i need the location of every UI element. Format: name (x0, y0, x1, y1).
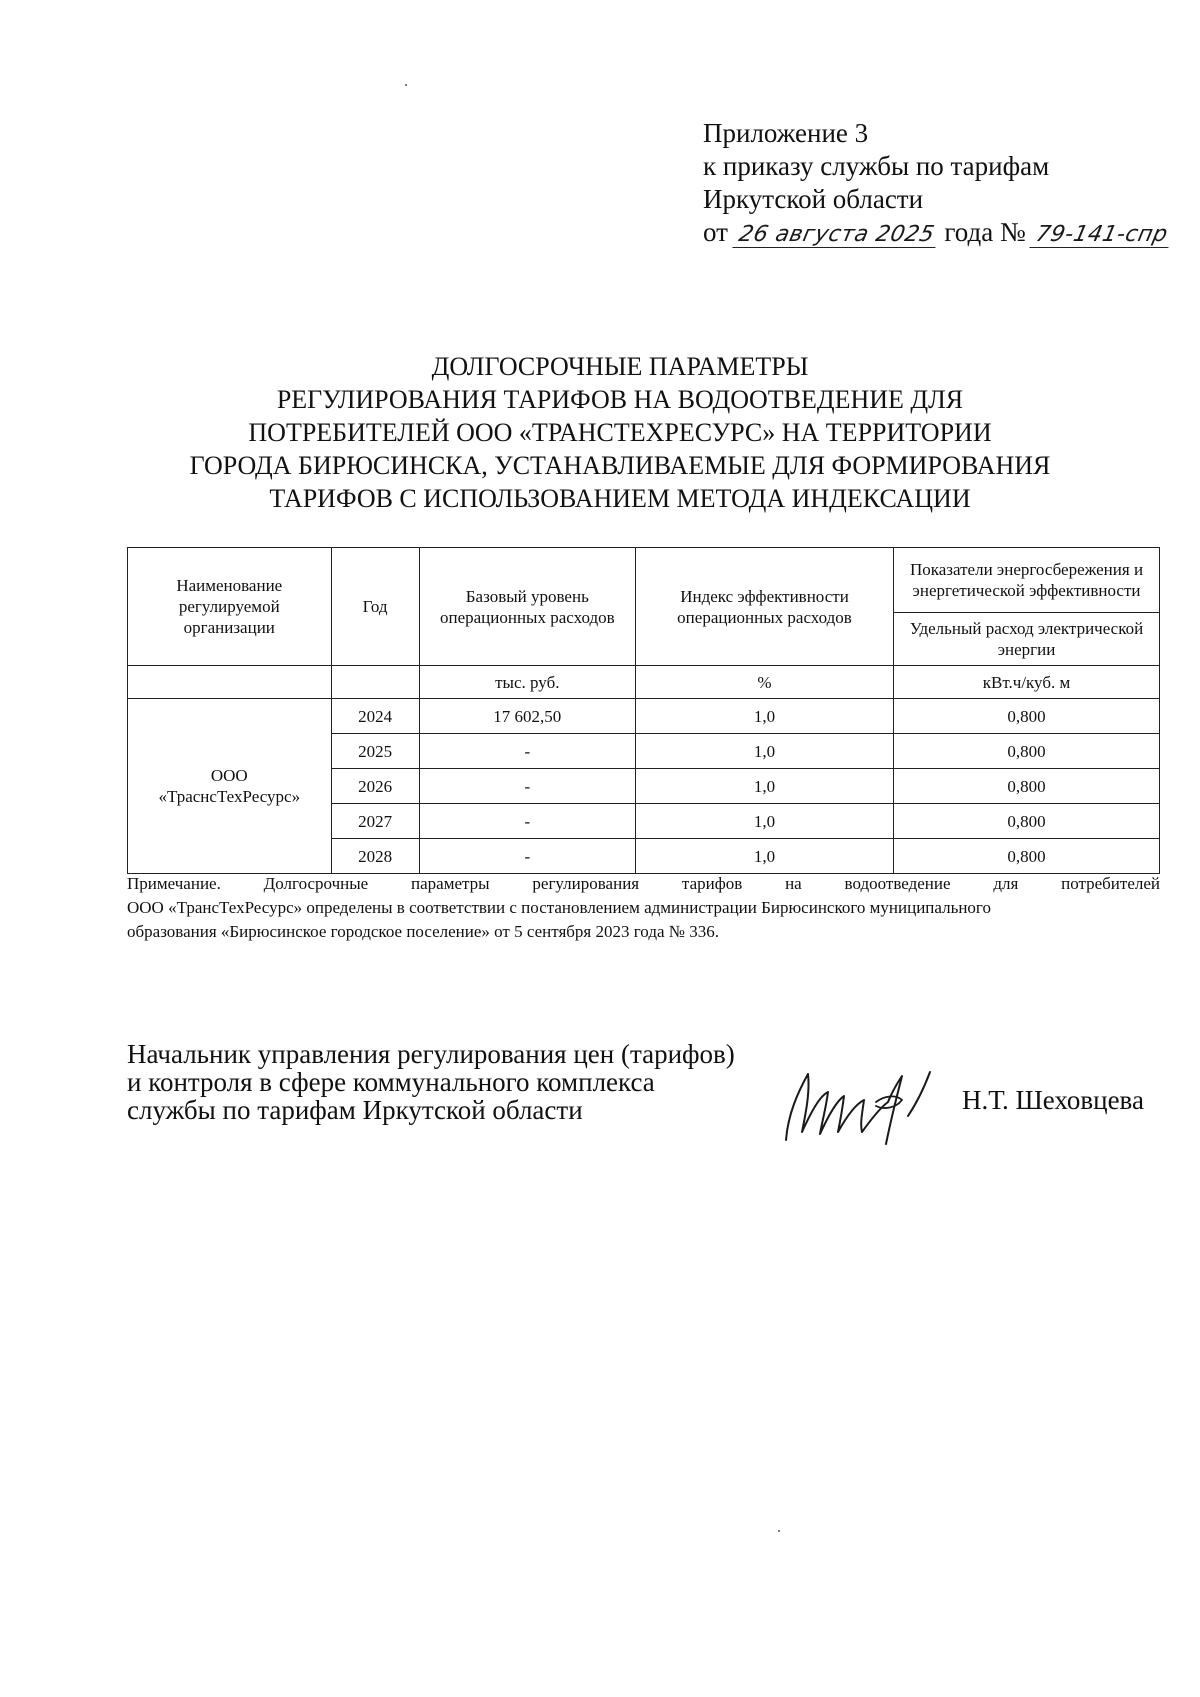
scan-speck (405, 84, 407, 86)
year-number-label: года № (944, 217, 1026, 247)
appendix-number: Приложение 3 (703, 118, 869, 148)
scan-speck (778, 1530, 780, 1532)
units-empty-cell (331, 666, 419, 699)
note-line: Примечание. Долгосрочные параметры регулирования тарифов на водоотведение для потребителей (127, 874, 1160, 893)
table-note (127, 872, 1160, 944)
appendix-region: Иркутской области (703, 184, 924, 214)
cell-energy: 0,800 (894, 804, 1160, 839)
org-name-line: ООО (210, 766, 248, 785)
signatory-position-line: Начальник управления регулирования цен (тарифов) (127, 1039, 735, 1069)
cell-base: - (419, 839, 635, 874)
units-empty-cell (128, 666, 332, 699)
cell-base: - (419, 769, 635, 804)
cell-index: 1,0 (636, 699, 894, 734)
header-energy-consumption: Удельный расход электрической энергии (894, 613, 1160, 666)
appendix-date-line (703, 216, 1173, 249)
title-line: ГОРОДА БИРЮСИНСКА, УСТАНАВЛИВАЕМЫЕ ДЛЯ ФОРМИРОВАНИЯ (189, 451, 1051, 480)
cell-year: 2025 (331, 734, 419, 769)
signatory-position (127, 1040, 735, 1124)
header-base-level: Базовый уровень операционных расходов (419, 548, 635, 666)
cell-index: 1,0 (636, 839, 894, 874)
unit-base: тыс. руб. (419, 666, 635, 699)
cell-index: 1,0 (636, 804, 894, 839)
title-line: ДОЛГОСРОЧНЫЕ ПАРАМЕТРЫ (431, 352, 809, 381)
cell-base: - (419, 734, 635, 769)
note-line: ООО «ТрансТехРесурс» определены в соответствии с постановлением администрации Бирюсинского муниципального (127, 898, 991, 917)
appendix-reference (703, 117, 1173, 249)
signatory-name: Н.Т. Шеховцева (962, 1085, 1144, 1115)
table-units-row (128, 666, 1160, 699)
title-line: РЕГУЛИРОВАНИЯ ТАРИФОВ НА ВОДООТВЕДЕНИЕ ДЛЯ (276, 385, 964, 414)
signatory-position-line: службы по тарифам Иркутской области (127, 1095, 583, 1125)
cell-year: 2028 (331, 839, 419, 874)
title-line: ПОТРЕБИТЕЛЕЙ ООО «ТРАНСТЕХРЕСУРС» НА ТЕРРИТОРИИ (248, 418, 992, 447)
cell-energy: 0,800 (894, 769, 1160, 804)
cell-year: 2024 (331, 699, 419, 734)
cell-energy: 0,800 (894, 699, 1160, 734)
cell-base: - (419, 804, 635, 839)
unit-energy: кВт.ч/куб. м (894, 666, 1160, 699)
cell-year: 2026 (331, 769, 419, 804)
cell-energy: 0,800 (894, 734, 1160, 769)
org-name-line: «ТраснсТехРесурс» (158, 787, 301, 806)
appendix-order-ref: к приказу службы по тарифам (703, 151, 1050, 181)
parameters-table (127, 547, 1160, 874)
cell-index: 1,0 (636, 769, 894, 804)
handwritten-order-number: 79-141-спр (1030, 223, 1175, 248)
date-prefix: от (703, 217, 728, 247)
header-org: Наименование регулируемой организации (128, 548, 332, 666)
cell-index: 1,0 (636, 734, 894, 769)
header-energy-group: Показатели энергосбережения и энергетической эффективности (894, 548, 1160, 613)
cell-year: 2027 (331, 804, 419, 839)
handwritten-signature (780, 1052, 970, 1152)
org-name-cell (128, 699, 332, 874)
header-year: Год (331, 548, 419, 666)
header-efficiency-index: Индекс эффективности операционных расходов (636, 548, 894, 666)
unit-index: % (636, 666, 894, 699)
cell-base: 17 602,50 (419, 699, 635, 734)
cell-energy: 0,800 (894, 839, 1160, 874)
handwritten-date: 26 августа 2025 (732, 223, 940, 248)
note-line: образования «Бирюсинское городское поселение» от 5 сентября 2023 года № 336. (127, 922, 719, 941)
table-header-row (128, 548, 1160, 613)
table-row (128, 699, 1160, 734)
signatory-position-line: и контроля в сфере коммунального комплекса (127, 1067, 655, 1097)
document-title (120, 350, 1120, 515)
title-line: ТАРИФОВ С ИСПОЛЬЗОВАНИЕМ МЕТОДА ИНДЕКСАЦИИ (269, 484, 971, 513)
